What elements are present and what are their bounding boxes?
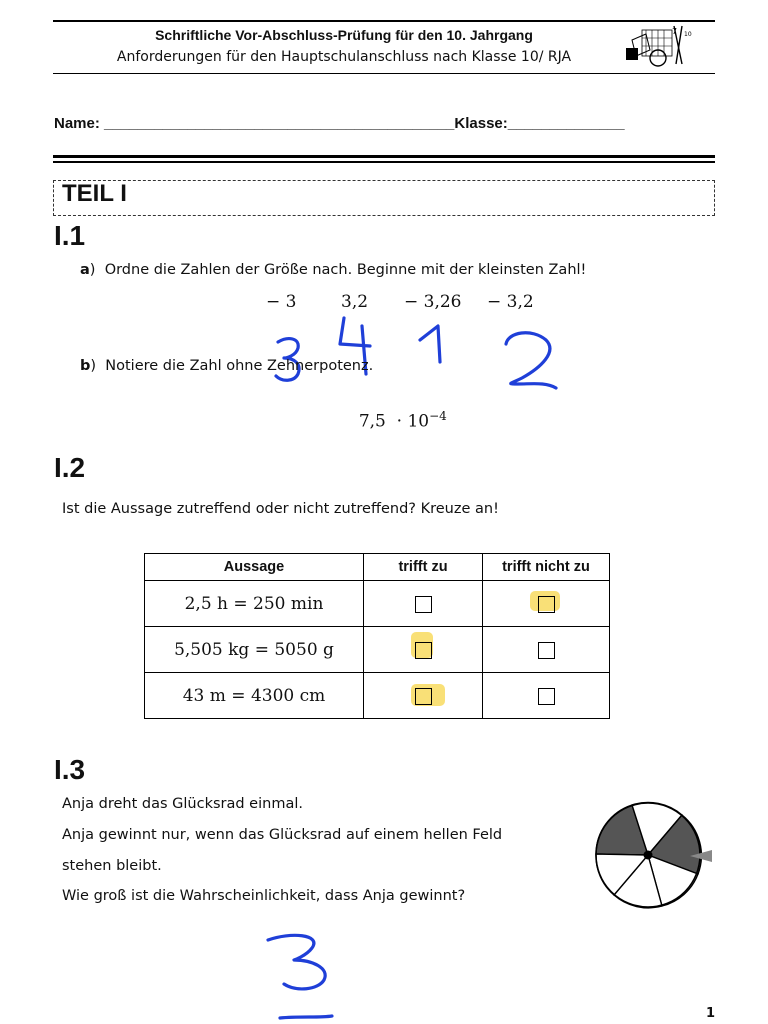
page-number: 1 [706,1006,716,1021]
checkbox-true[interactable] [415,596,432,613]
checkbox-true[interactable] [415,642,432,659]
task-a-text: Ordne die Zahlen der Größe nach. Beginne mit der kleinsten Zahl! [104,262,587,278]
class-field[interactable]: Klasse:______________ [454,115,625,132]
task-b: b) Notiere die Zahl ohne Zehnerpotenz. [80,358,374,374]
svg-text:7: 7 [672,27,678,36]
name-field[interactable]: Name: __________________________________________ [54,115,455,132]
checkbox-cell-true [364,627,483,673]
checkbox-false[interactable] [538,596,555,613]
header-top-rule [53,20,715,22]
number-3: − 3,26 [404,292,462,312]
checkbox-false[interactable] [538,688,555,705]
handwritten-ranking [270,312,570,398]
svg-text:10: 10 [684,31,692,38]
header-false: trifft nicht zu [483,554,610,581]
section-3-line-4: Wie groß ist die Wahrscheinlichkeit, dass Anja gewinnt? [62,888,466,904]
task-b-text: Notiere die Zahl ohne Zehnerpotenz. [105,358,374,374]
checkbox-true[interactable] [415,688,432,705]
section-3-line-1: Anja dreht das Glücksrad einmal. [62,796,303,812]
expression [348,389,447,432]
part-box [53,180,715,216]
header-title: Schriftliche Vor-Abschluss-Prüfung für den 10. Jahrgang [155,27,533,43]
table-header-row [145,554,610,581]
statement-cell: 5,505 kg = 5050 g [145,627,364,673]
section-title-2: I.2 [54,452,86,483]
part-label: TEIL I [62,180,127,207]
double-rule-bottom [53,161,715,163]
section-2-text: Ist die Aussage zutreffend oder nicht zutreffend? Kreuze an! [62,501,499,517]
handwritten-answer-3 [260,930,350,1024]
number-4: − 3,2 [487,292,534,312]
checkbox-cell-false [483,581,610,627]
number-1: − 3 [266,292,297,312]
spinner-wheel-icon [590,800,716,912]
handwritten-digit-1 [420,326,440,362]
expression-exponent: −4 [429,409,447,423]
statement-cell: 43 m = 4300 cm [145,673,364,719]
header-subtitle: Anforderungen für den Hauptschulanschluss nach Klasse 10/ RJA [116,49,572,65]
section-title-1: I.1 [54,220,86,251]
header-bottom-rule [53,73,715,74]
header-statement: Aussage [145,554,364,581]
checkbox-false[interactable] [538,642,555,659]
student-line [54,115,625,132]
section-3-line-3: stehen bleibt. [62,858,162,874]
statement-table [144,553,610,719]
checkbox-cell-false [483,627,610,673]
task-a: a) Ordne die Zahlen der Größe nach. Beginne mit der kleinsten Zahl! [80,262,587,278]
handwritten-digit-2 [506,333,556,388]
double-rule-top [53,155,715,158]
checkbox-cell-true [364,581,483,627]
section-title-3: I.3 [54,754,86,785]
task-a-letter: a [80,262,90,278]
task-b-letter: b [80,358,91,374]
header-true: trifft zu [364,554,483,581]
geometry-shapes-icon [624,24,696,68]
expression-base: 7,5 · 10 [358,411,430,432]
checkbox-cell-false [483,673,610,719]
section-3-line-2: Anja gewinnt nur, wenn das Glücksrad auf einem hellen Feld [62,827,503,843]
checkbox-cell-true [364,673,483,719]
table-row [145,673,610,719]
table-row [145,627,610,673]
number-2: 3,2 [341,292,369,312]
table-row [145,581,610,627]
statement-cell: 2,5 h = 250 min [145,581,364,627]
